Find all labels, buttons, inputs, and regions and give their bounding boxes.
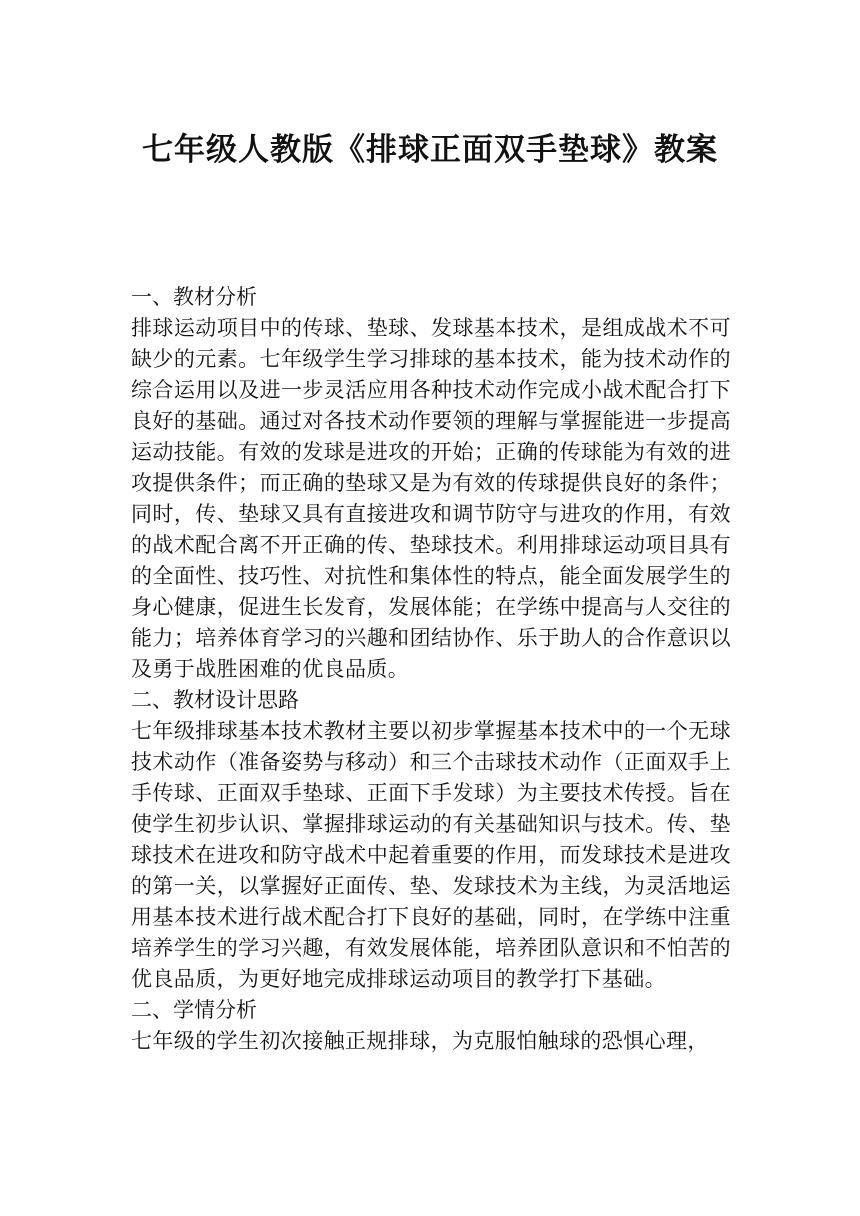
section-design-approach bbox=[131, 685, 731, 995]
section-textbook-analysis bbox=[131, 282, 731, 685]
section-heading: 二、学情分析 bbox=[131, 998, 257, 1022]
document-body bbox=[131, 282, 731, 1057]
section-paragraph: 七年级的学生初次接触正规排球，为克服怕触球的恐惧心理， bbox=[131, 1029, 709, 1053]
section-heading: 二、教材设计思路 bbox=[131, 688, 299, 712]
section-student-analysis bbox=[131, 995, 731, 1057]
section-paragraph: 排球运动项目中的传球、垫球、发球基本技术，是组成战术不可缺少的元素。七年级学生学习排球的基本技术，能为技术动作的综合运用以及进一步灵活应用各种技术动作完成小战术配合打下良好的基础。通过对各技术动作要领的理解与掌握能进一步提高运动技能。有效的发球是进攻的开始；正确的传球能为有效的进攻提供条件；而正确的垫球又是为有效的传球提供良好的条件；同时，传、垫球又具有直接进攻和调节防守与进攻的作用，有效的战术配合离不开正确的传、垫球技术。利用排球运动项目具有的全面性、技巧性、对抗性和集体性的特点，能全面发展学生的身心健康，促进生长发育，发展体能；在学练中提高与人交往的能力；培养体育学习的兴趣和团结协作、乐于助人的合作意识以及勇于战胜困难的优良品质。 bbox=[131, 316, 731, 681]
section-heading: 一、教材分析 bbox=[131, 285, 257, 309]
document-title: 七年级人教版《排球正面双手垫球》教案 bbox=[142, 132, 718, 168]
section-paragraph: 七年级排球基本技术教材主要以初步掌握基本技术中的一个无球技术动作（准备姿势与移动）和三个击球技术动作（正面双手上手传球、正面双手垫球、正面下手发球）为主要技术传授。旨在使学生初步认识、掌握排球运动的有关基础知识与技术。传、垫球技术在进攻和防守战术中起着重要的作用，而发球技术是进攻的第一关，以掌握好正面传、垫、发球技术为主线，为灵活地运用基本技术进行战术配合打下良好的基础，同时，在学练中注重培养学生的学习兴趣，有效发展体能，培养团队意识和不怕苦的优良品质，为更好地完成排球运动项目的教学打下基础。 bbox=[131, 719, 731, 991]
